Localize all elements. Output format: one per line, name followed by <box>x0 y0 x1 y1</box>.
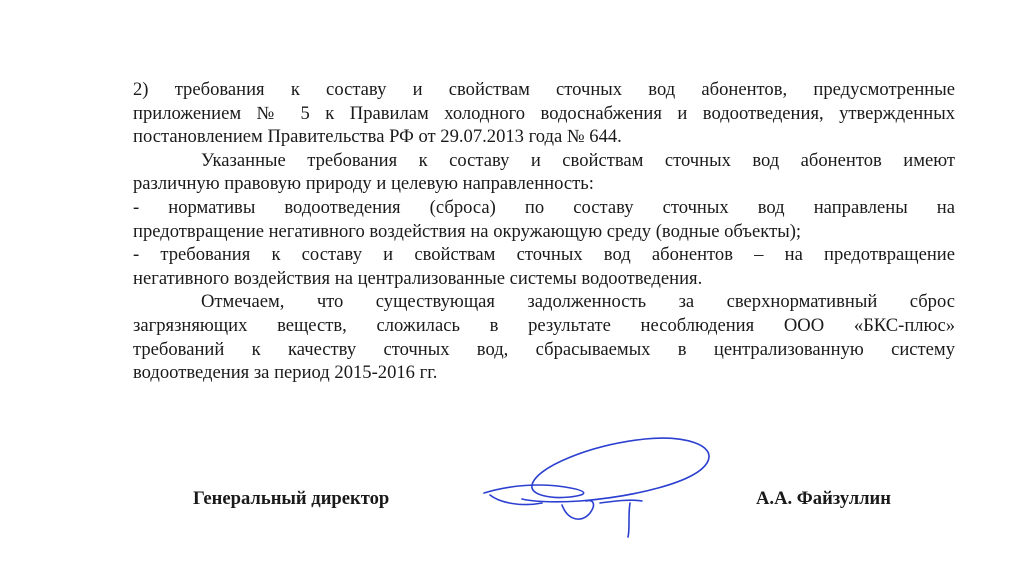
paragraph-2-line-2: различную правовую природу и целевую направленность: <box>133 173 594 195</box>
paragraph-1-line-2: приложением № 5 к Правилам холодного водоснабжения и водоотведения, утвержденных <box>133 102 955 124</box>
handwritten-signature <box>470 425 730 545</box>
paragraph-5-line-3: требований к качеству сточных вод, сбрасываемых в централизованную систему <box>133 338 955 360</box>
paragraph-2-line-1: Указанные требования к составу и свойствам сточных вод абонентов имеют <box>201 149 955 171</box>
paragraph-4-line-1: - требования к составу и свойствам сточных вод абонентов – на предотвращение <box>133 244 955 266</box>
signature-hook-stroke <box>490 495 542 505</box>
signature-loop-stroke <box>484 438 709 502</box>
signature-underline-stroke <box>600 500 642 503</box>
signature-tail-stroke <box>562 501 593 520</box>
paragraph-3-line-1: - нормативы водоотведения (сброса) по составу сточных вод направлены на <box>133 196 955 218</box>
paragraph-5-line-4: водоотведения за период 2015-2016 гг. <box>133 362 438 384</box>
paragraph-5-line-1: Отмечаем, что существующая задолженность за сверхнормативный сброс <box>201 291 955 313</box>
paragraph-5-line-2: загрязняющих веществ, сложилась в результате несоблюдения ООО «БКС-плюс» <box>133 314 955 336</box>
signature-strokes <box>484 438 709 537</box>
paragraph-4-line-2: негативного воздействия на централизованные системы водоотведения. <box>133 267 703 289</box>
signatory-position: Генеральный директор <box>193 488 390 509</box>
paragraph-3-line-2: предотвращение негативного воздействия на окружающую среду (водные объекты); <box>133 220 802 242</box>
document-body <box>133 78 955 385</box>
signer-name: А.А. Файзуллин <box>756 488 891 509</box>
signature-final-stroke <box>628 503 630 537</box>
paragraph-1-line-3: постановлением Правительства РФ от 29.07.2013 года № 644. <box>133 126 622 148</box>
paragraph-1-line-1: 2) требования к составу и свойствам сточных вод абонентов, предусмотренные <box>133 79 955 100</box>
